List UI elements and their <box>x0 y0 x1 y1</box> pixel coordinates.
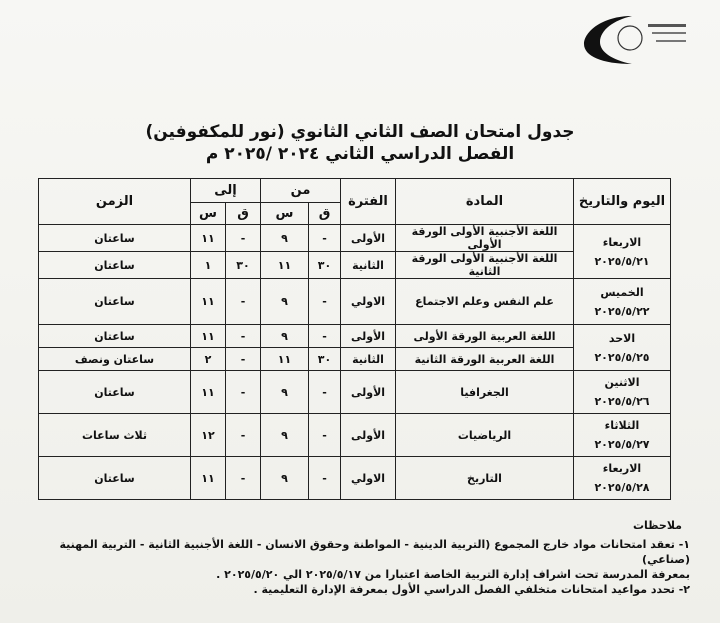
table-row <box>39 325 671 348</box>
subject-cell: اللغة الأجنبية الأولى الورقة الثانية <box>396 252 574 279</box>
notes-section <box>10 518 690 597</box>
day-name: الاربعاء <box>602 462 642 475</box>
day-date: ٢٠٢٥/٥/٢٥ <box>594 350 650 364</box>
duration-cell: ساعتان <box>39 457 191 500</box>
ministry-logo-icon <box>562 10 692 70</box>
to-min-cell: - <box>226 325 261 348</box>
day-date: ٢٠٢٥/٥/٢١ <box>594 254 650 268</box>
header-period: الفترة <box>341 179 396 225</box>
duration-cell: ساعتان ونصف <box>39 348 191 371</box>
header-duration: الزمن <box>39 179 191 225</box>
to-min-cell: - <box>226 348 261 371</box>
day-name: الاثنين <box>604 376 640 389</box>
to-hour-cell: ١١ <box>191 225 226 252</box>
to-hour-cell: ٢ <box>191 348 226 371</box>
to-hour-cell: ١٢ <box>191 414 226 457</box>
to-min-cell: - <box>226 279 261 325</box>
table-row <box>39 414 671 457</box>
header-from-min: ق <box>309 203 341 225</box>
from-hour-cell: ٩ <box>261 279 309 325</box>
note-1-line-2: بمعرفة المدرسة تحت اشراف إدارة التربية الخاصة اعتبارا من ٢٠٢٥/٥/١٧ الي ٢٠٢٥/٥/٢٠ . <box>216 568 690 581</box>
duration-cell: ساعتان <box>39 371 191 414</box>
subject-cell: اللغة الأجنبية الأولى الورقة الأولى <box>396 225 574 252</box>
from-hour-cell: ١١ <box>261 252 309 279</box>
header-to: إلى <box>191 179 261 203</box>
subject-cell: الرياضيات <box>396 414 574 457</box>
header-from-hour: س <box>261 203 309 225</box>
table-row <box>39 279 671 325</box>
duration-cell: ثلاث ساعات <box>39 414 191 457</box>
header-subject: المادة <box>396 179 574 225</box>
day-cell <box>574 414 671 457</box>
exam-schedule-table <box>38 178 671 500</box>
period-cell: الثانية <box>341 252 396 279</box>
notes-heading: ملاحظات <box>633 519 682 532</box>
note-2: ٢- تحدد مواعيد امتحانات متخلفي الفصل الدراسي الأول بمعرفة الإدارة التعليمية . <box>253 583 690 596</box>
to-min-cell: - <box>226 457 261 500</box>
page-title: جدول امتحان الصف الثاني الثانوي (نور للمكفوفين) <box>145 122 575 142</box>
to-hour-cell: ١١ <box>191 371 226 414</box>
day-cell <box>574 279 671 325</box>
from-min-cell: - <box>309 371 341 414</box>
day-name: الاحد <box>608 331 636 345</box>
period-cell: الاولي <box>341 457 396 500</box>
day-cell <box>574 457 671 500</box>
page-subtitle: الفصل الدراسي الثاني ٢٠٢٤ /٢٠٢٥ م <box>205 144 515 164</box>
header-to-hour: س <box>191 203 226 225</box>
from-min-cell: - <box>309 279 341 325</box>
table-row <box>39 371 671 414</box>
from-min-cell: - <box>309 325 341 348</box>
day-date: ٢٠٢٥/٥/٢٦ <box>594 395 650 408</box>
day-cell <box>574 371 671 414</box>
from-min-cell: - <box>309 414 341 457</box>
from-min-cell: ٣٠ <box>309 348 341 371</box>
from-hour-cell: ٩ <box>261 225 309 252</box>
day-cell <box>574 225 671 279</box>
period-cell: الاولي <box>341 279 396 325</box>
day-date: ٢٠٢٥/٥/٢٢ <box>594 304 650 318</box>
from-hour-cell: ٩ <box>261 371 309 414</box>
day-name: الخميس <box>600 285 644 299</box>
from-hour-cell: ٩ <box>261 457 309 500</box>
from-min-cell: - <box>309 457 341 500</box>
period-cell: الأولى <box>341 414 396 457</box>
to-hour-cell: ١١ <box>191 457 226 500</box>
duration-cell: ساعتان <box>39 279 191 325</box>
duration-cell: ساعتان <box>39 325 191 348</box>
subject-cell: اللغة العربية الورقة الأولى <box>396 325 574 348</box>
day-name: الثلاثاء <box>604 419 640 432</box>
to-hour-cell: ١١ <box>191 279 226 325</box>
period-cell: الأولى <box>341 371 396 414</box>
day-date: ٢٠٢٥/٥/٢٨ <box>594 481 650 494</box>
to-hour-cell: ١ <box>191 252 226 279</box>
subject-cell: علم النفس وعلم الاجتماع <box>396 279 574 325</box>
header-day: اليوم والتاريخ <box>574 179 671 225</box>
from-hour-cell: ٩ <box>261 325 309 348</box>
day-date: ٢٠٢٥/٥/٢٧ <box>594 438 650 451</box>
to-hour-cell: ١١ <box>191 325 226 348</box>
duration-cell: ساعتان <box>39 252 191 279</box>
duration-cell: ساعتان <box>39 225 191 252</box>
header-to-min: ق <box>226 203 261 225</box>
day-name: الاربعاء <box>602 235 642 249</box>
table-row <box>39 457 671 500</box>
note-1-line-1: ١- تعقد امتحانات مواد خارج المجموع (التربية الدينية - المواطنة وحقوق الانسان - اللغة الأجنبية الثانية - التربية المهنية (صناعي) <box>59 538 690 566</box>
header-from: من <box>261 179 341 203</box>
to-min-cell: - <box>226 225 261 252</box>
to-min-cell: - <box>226 371 261 414</box>
subject-cell: الجغرافيا <box>396 371 574 414</box>
day-cell <box>574 325 671 371</box>
to-min-cell: - <box>226 414 261 457</box>
period-cell: الثانية <box>341 348 396 371</box>
subject-cell: اللغة العربية الورقة الثانية <box>396 348 574 371</box>
from-min-cell: - <box>309 225 341 252</box>
table-row <box>39 225 671 252</box>
from-hour-cell: ١١ <box>261 348 309 371</box>
period-cell: الأولى <box>341 325 396 348</box>
from-hour-cell: ٩ <box>261 414 309 457</box>
period-cell: الأولى <box>341 225 396 252</box>
subject-cell: التاريخ <box>396 457 574 500</box>
from-min-cell: ٣٠ <box>309 252 341 279</box>
to-min-cell: ٣٠ <box>226 252 261 279</box>
